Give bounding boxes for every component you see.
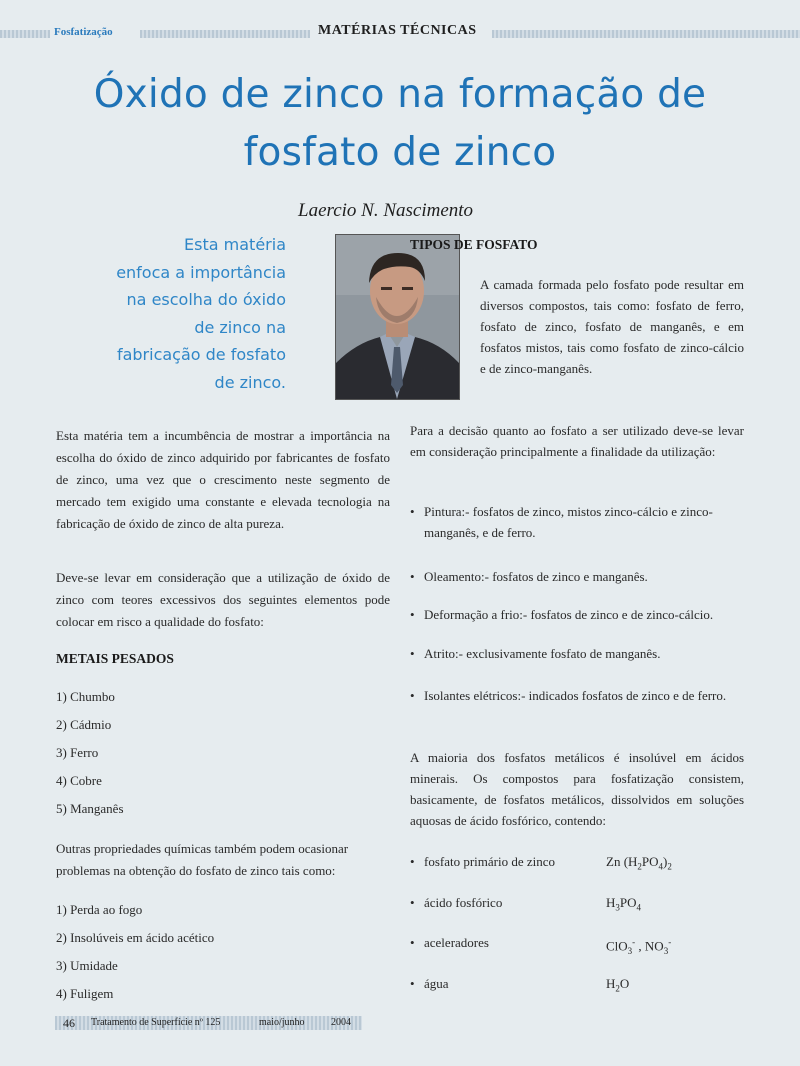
compound-item: • ácido fosfórico: [410, 895, 503, 910]
journal-name: Tratamento de Superfície nº 125: [91, 1017, 221, 1028]
lead-line: fabricação de fosfato: [116, 345, 286, 365]
lead-text: [70, 231, 286, 397]
metal-item: 3) Ferro: [56, 745, 99, 760]
paragraph-properties: Outras propriedades químicas também podem ocasionar problemas na obtenção do fosfato de zinco tais como:: [56, 841, 349, 878]
issue-year: 2004: [331, 1017, 351, 1028]
author-name: Laercio N. Nascimento: [298, 200, 474, 221]
section-tag: Fosfatização: [54, 26, 113, 38]
author-photo: [335, 234, 460, 400]
compound-item: • água: [410, 976, 449, 991]
compound-formula: $H_3PO_4$: [606, 895, 642, 913]
lead-line: de zinco na: [194, 317, 286, 337]
author-photo-illustration: [336, 235, 459, 399]
metal-item: 2) Cádmio: [56, 717, 112, 732]
lead-line: de zinco.: [214, 372, 286, 392]
metal-item: 1) Chumbo: [56, 689, 115, 704]
composition-paragraph: A maioria dos fosfatos metálicos é insolúvel em ácidos minerais. Os compostos para fosfatização consistem, basicamente, de fosfatos metálicos, dissolvidos em soluções aquosas de ácido fosfórico, contendo:: [410, 750, 744, 828]
use-list-item: • Pintura:- fosfatos de zinco, mistos zinco-cálcio e zinco-manganês, e de ferro.: [410, 504, 713, 540]
metal-item: 4) Cobre: [56, 773, 102, 788]
lead-line: na escolha do óxido: [126, 290, 286, 310]
title-line-1: Óxido de zinco na formação de: [93, 72, 707, 117]
metal-item: 5) Manganês: [56, 801, 124, 816]
metals-heading: METAIS PESADOS: [56, 651, 174, 666]
issue-months: maio/junho: [259, 1017, 305, 1028]
compound-item: • fosfato primário de zinco: [410, 854, 556, 869]
use-list-item: • Oleamento:- fosfatos de zinco e manganês.: [410, 569, 648, 584]
paragraph-elements: Deve-se levar em consideração que a utilização de óxido de zinco com teores excessivos dos seguintes elementos pode colocar em risco a qualidade do fosfato:: [56, 570, 390, 629]
property-item: 3) Umidade: [56, 958, 118, 973]
compound-formula: $H_2O$: [606, 976, 630, 994]
article-title: [40, 66, 760, 182]
intro-paragraph: Esta matéria tem a incumbência de mostrar a importância na escolha do óxido de zinco adquirido por fabricantes de fosfato de zinco, uma vez que o crescimento neste segmento de mercado tem exigido uma constante e elevada tecnologia na fabricação de óxido de zinco de alta pureza.: [56, 428, 390, 531]
property-item: 2) Insolúveis em ácido acético: [56, 930, 215, 945]
phosphate-types-heading: TIPOS DE FOSFATO: [410, 237, 538, 252]
page-footer: [55, 1016, 362, 1030]
phosphate-types-paragraph: A camada formada pelo fosfato pode resultar em diversos compostos, tais como: fosfato de ferro, fosfato de zinco, fosfato de manganês, e em fosfatos mistos, tais como fosfato de zinco-cálcio e de zinco-manganês.: [480, 277, 744, 376]
lead-line: Esta matéria: [184, 235, 286, 254]
compound-formula: Zn $(H_2PO_4)_2$: [606, 854, 672, 872]
compound-item: • aceleradores: [410, 935, 489, 950]
title-line-2: fosfato de zinco: [243, 130, 557, 175]
section-title: MATÉRIAS TÉCNICAS: [318, 23, 477, 38]
page-number: 46: [63, 1016, 75, 1030]
lead-line: enfoca a importância: [116, 262, 286, 282]
property-item: 4) Fuligem: [56, 986, 114, 1001]
compound-formula: ClO$_3$- , $NO_3^-$: [606, 937, 672, 956]
phosphate-decision-paragraph: Para a decisão quanto ao fosfato a ser utilizado deve-se levar em consideração principalmente a finalidade da utilização:: [410, 423, 744, 459]
use-list-item: • Deformação a frio:- fosfatos de zinco e de zinco-cálcio.: [410, 607, 714, 622]
use-list-item: • Isolantes elétricos:- indicados fosfatos de zinco e de ferro.: [410, 688, 727, 703]
use-list-item: • Atrito:- exclusivamente fosfato de manganês.: [410, 646, 661, 661]
property-item: 1) Perda ao fogo: [56, 902, 143, 917]
